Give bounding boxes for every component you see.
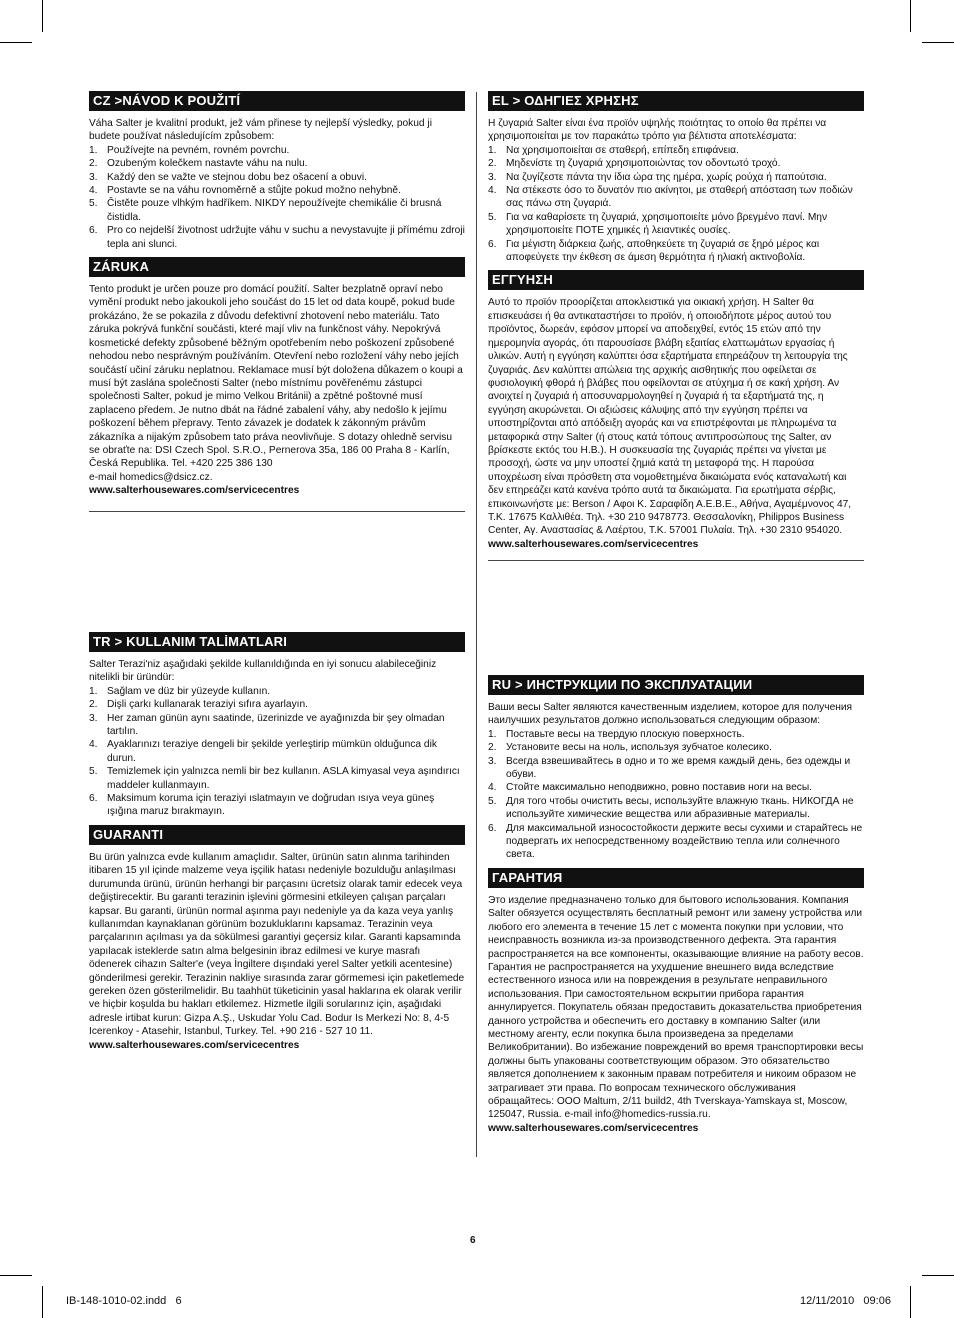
- tr-warranty-heading: GUARANTI: [89, 825, 465, 845]
- page-number: 6: [470, 1235, 476, 1246]
- crop-mark: [922, 42, 954, 43]
- list-item: 5. Čistěte pouze vlhkým hadříkem. NIKDY nepoužívejte chemikálie či brusná čistidla.: [89, 198, 442, 223]
- ru-warranty-heading: ГАРАНТИЯ: [488, 868, 864, 888]
- ru-warranty-text: Это изделие предназначено только для бытового использования. Компания Salter обязуется осуществлять бесплатный ремонт или замену устройства или любого его элемента в течение 15 лет с момента покупки при условии, что неисправность возникла из-за производственного дефекта. Эта гарантия распространяется на все компоненты, оказывающие влияние на работу весов. Гарантия не распространяется на ухудшение внешнего вида вследствие естественного износа или на повреждения в результате неправильного использования. При самостоятельном вскрытии прибора гарантия аннулируется. Покупатель обязан предоставить доказательства приобретения данного устройства и обеспечить его доставку в компанию Salter (или местному агенту, если покупка была произведена за пределами Великобритании). Во избежание повреждений во время транспортировки весы должны быть упакованы соответствующим образом. Это обязательство является дополнением к законным правам потребителя и никоим образом не затрагивает эти права. По вопросам технического обслуживания обращайтесь: OOO Maltum, 2/11 build2, 4th Tverskaya-Yamskaya st, Moscow, 125047, Russia. e-mail info@homedics-russia.ru.: [488, 894, 864, 1121]
- crop-mark: [0, 42, 32, 43]
- list-item: 2. Ozubeným kolečkem nastavte váhu na nulu.: [89, 158, 308, 170]
- ru-service-link[interactable]: www.salterhousewares.com/servicecentres: [488, 1122, 699, 1134]
- crop-mark: [910, 1286, 911, 1318]
- list-item: 3. Her zaman günün aynı saatinde, üzerinizde ve ayağınızda bir şey olmadan tartılın.: [89, 712, 445, 738]
- crop-mark: [0, 1275, 32, 1276]
- ru-section: [488, 675, 864, 1135]
- el-warranty-text: Αυτό το προϊόν προορίζεται αποκλειστικά για οικιακή χρήση. Η Salter θα επισκευάσει ή θα αντικαταστήσει το προϊόν, ή οποιοδήποτε μέρος αυτού του προϊόντος, δωρεάν, εφόσον μπορεί να αποδειχθεί, εντός 15 ετών από την ημερομηνία αγοράς, ότι παρουσίασε βλάβη εξαιτίας ελαττωμάτων εργασίας ή υλικών. Αυτή η εγγύηση καλύπτει όσα εξαρτήματα επηρεάζουν τη λειτουργία της ζυγαριάς. Δεν καλύπτει απώλεια της αρχικής αισθητικής που οφείλεται σε φυσιολογική φθορά ή βλάβες που οφείλονται σε ατύχημα ή σε κακή χρήση. Αν ανοιχτεί η ζυγαριά ή αποσυναρμολογηθεί η ζυγαριά ή τα εξαρτήματά της, η εγγύηση ακυρώνεται. Οι αξιώσεις κάλυψης από την εγγύηση πρέπει να υποστηρίζονται από απόδειξη αγοράς και να επιστρέφονται με πληρωμένα τα μεταφορικά στην Salter (ή στους κατά τόπους αντιπροσώπους της Salter, αν βρίσκεστε εκτός του Η.Β.). Η συσκευασία της ζυγαριάς πρέπει να γίνεται με προσοχή, ώστε να μην υποστεί ζημιά κατά τη μεταφορά της. Η παρούσα υποχρέωση είναι πρόσθετη στα νομοθετημένα δικαιώματα ενός καταναλωτή και δεν επηρεάζει κατά κανένα τρόπο αυτά τα δικαιώματα. Για ερωτήματα σέρβις, επικοινωνήστε με: Berson / Αφοι Κ. Σαραφίδη Α.Ε.Β.Ε., Αθήνα, Αγαμέμνονος 47, Τ.Κ. 17675 Καλλιθέα. Τηλ. +30 210 9478773. Θεσσαλονίκη, Philippos Business Center, Αγ. Αναστασίας & Λαέρτου, Τ.Κ. 57001 Πυλαία. Τηλ. +30 2310 954020.: [488, 297, 852, 537]
- crop-mark: [42, 1286, 43, 1318]
- crop-mark: [910, 0, 911, 32]
- list-item: 1. Поставьте весы на твердую плоскую поверхность.: [488, 728, 745, 740]
- list-item: 2. Установите весы на ноль, используя зубчатое колесико.: [488, 742, 772, 754]
- cz-email: e-mail homedics@dsicz.cz.: [89, 471, 213, 483]
- tr-warranty-text: Bu ürün yalnızca evde kullanım amaçlıdır. Salter, ürünün satın alınma tarihinden itibaren 15 yıl içinde malzeme veya işçilik hatası nedeniyle bozulduğu anlaşılması durumunda ürünü, ürünün herhangi bir parçasını ücretsiz olarak tamir edecek veya değiştirecektir. Bu garanti terazinin işlevini görmesini etkileyen çalışan parçaları kapsar. Bu garanti, ürünün normal aşınma payı nedeniyle ya da kaza veya yanlış kullanımdan kaynaklanan görünüm bozukluklarını kapsamaz. Terazinin veya parçalarının açılması ya da sökülmesi garantiyi geçersiz kılar. Garanti kapsamında yapılacak isteklerde satın alma belgesinin ibraz edilmesi ve kurye masrafı ödenerek cihazın Salter'e (veya İngiltere dışındaki yerel Salter yetkili acentesine) gönderilmesi gerekir. Terazinin nakliye sırasında zarar görmemesi için paketlemede gereken özen gösterilmelidir. Bu taahhüt tüketicinin yasal haklarına ek olarak verilir ve hiçbir koşulda bu hakları etkilemez. Hizmetle ilgili sorularınız için, aşağıdaki adresle irtibat kurun: Gizpa A.Ş., Uskudar Yolu Cad. Bodur Is Merkezi No: 8, 4-5 Icerenkoy - Atasehir, Istanbul, Turkey. Tel. +90 216 - 527 10 11.: [89, 851, 465, 1038]
- column-divider: [476, 92, 477, 1157]
- ru-steps: [488, 728, 864, 862]
- tr-heading: TR > KULLANIM TALİMATLARI: [89, 632, 465, 652]
- list-item: 6. Pro co nejdelší životnost udržujte váhu v suchu a nevystavujte ji přímému zdroji tepla ani slunci.: [89, 225, 465, 250]
- ru-heading: RU > ИНСТРУКЦИИ ПО ЭКСПЛУАТАЦИИ: [488, 675, 864, 695]
- list-item: 4. Να στέκεστε όσο το δυνατόν πιο ακίνητοι, με σταθερή απόσταση των ποδιών σας πάνω στη ζυγαριά.: [488, 185, 853, 210]
- tr-section: [89, 632, 465, 1052]
- tr-steps: [89, 685, 465, 819]
- cz-intro: Váha Salter je kvalitní produkt, jež vám přinese ty nejlepší výsledky, pokud ji budete používat následujícím způsobem:: [89, 118, 432, 143]
- cz-rule: [89, 511, 465, 512]
- el-section: [488, 91, 864, 561]
- list-item: 2. Dişli çarkı kullanarak teraziyi sıfıra ayarlayın.: [89, 699, 308, 711]
- el-service-link[interactable]: www.salterhousewares.com/servicecentres: [488, 538, 699, 550]
- list-item: 3. Να ζυγίζεστε πάντα την ίδια ώρα της ημέρα, χωρίς ρούχα ή παπούτσια.: [488, 171, 827, 183]
- el-heading: EL > ΟΔΗΓΙΕΣ ΧΡΗΣΗΣ: [488, 91, 864, 111]
- list-item: 1. Sağlam ve düz bir yüzeyde kullanın.: [89, 685, 271, 697]
- list-item: 4. Postavte se na váhu rovnoměrně a stůjte pokud možno nehybně.: [89, 185, 401, 197]
- el-steps: [488, 144, 864, 265]
- slug-timestamp: 12/11/2010 09:06: [800, 1295, 891, 1307]
- list-item: 6. Για μέγιστη διάρκεια ζωής, αποθηκεύετε τη ζυγαριά σε ξηρό μέρος και αποφεύγετε την έκθεση σε άμεση θερμότητα ή ηλιακή ακτινοβολία.: [488, 238, 820, 264]
- list-item: 6. Maksimum koruma için teraziyi ıslatmayın ve doğrudan ısıya veya güneş ışığına maruz bırakmayın.: [89, 793, 435, 818]
- list-item: 5. Temizlemek için yalnızca nemli bir bez kullanın. ASLA kimyasal veya aşındırıcı maddeler kullanmayın.: [89, 766, 460, 791]
- crop-mark: [922, 1275, 954, 1276]
- list-item: 6. Для максимальной износостойкости держите весы сухими и старайтесь не подвергать их непосредственному воздействию тепла или солнечного света.: [488, 822, 863, 861]
- cz-steps: [89, 144, 465, 251]
- cz-service-link[interactable]: www.salterhousewares.com/servicecentres: [89, 485, 300, 497]
- cz-heading: CZ >NÁVOD K POUŽITÍ: [89, 91, 465, 111]
- list-item: 4. Ayaklarınızı teraziye dengeli bir şekilde yerleştirip mümkün olduğunca dik durun.: [89, 739, 437, 764]
- list-item: 5. Για να καθαρίσετε τη ζυγαριά, χρησιμοποιείτε μόνο βρεγμένο πανί. Μην χρησιμοποιείτε ΠΟΤΕ χημικές ή λειαντικές ουσίες.: [488, 211, 828, 237]
- list-item: 1. Να χρησιμοποιείται σε σταθερή, επίπεδη επιφάνεια.: [488, 144, 739, 156]
- el-intro: Η ζυγαριά Salter είναι ένα προϊόν υψηλής ποιότητας το οποίο θα πρέπει να χρησιμοποιείται με τον παρακάτω τρόπο για βέλτιστα αποτελέσματα:: [488, 118, 827, 143]
- list-item: 3. Každý den se važte ve stejnou dobu bez ošacení a obuvi.: [89, 171, 367, 183]
- tr-intro: Salter Terazi'niz aşağıdaki şekilde kullanıldığında en iyi sonucu alabileceğiniz nitelikli bir üründür:: [89, 659, 437, 684]
- list-item: 5. Для того чтобы очистить весы, используйте влажную ткань. НИКОГДА не используйте химические вещества или абразивные материалы.: [488, 795, 854, 821]
- el-warranty-heading: ΕΓΓΥΗΣΗ: [488, 270, 864, 290]
- list-item: 2. Μηδενίστε τη ζυγαριά χρησιμοποιώντας τον οδοντωτό τροχό.: [488, 158, 781, 170]
- slug-filename: IB-148-1010-02.indd 6: [66, 1295, 182, 1307]
- list-item: 1. Používejte na pevném, rovném povrchu.: [89, 144, 290, 156]
- list-item: 3. Всегда взвешивайтесь в одно и то же время каждый день, без одежды и обуви.: [488, 755, 851, 781]
- list-item: 4. Стойте максимально неподвижно, ровно поставив ноги на весы.: [488, 782, 813, 794]
- cz-warranty-heading: ZÁRUKA: [89, 257, 465, 277]
- cz-warranty-text: Tento produkt je určen pouze pro domácí použití. Salter bezplatně opraví nebo vymění produkt nebo jakoukoli jeho součást do 15 let od data koupě, pokud bude prokázáno, že se pokazila z důvodu defektivní zhotovení nebo materiálu. Tato záruka pokrývá funkční součásti, které mají vliv na funkčnost váhy. Nepokrývá kosmetické defekty způsobené běžným opotřebením nebo poškození způsobené nehodou nebo nesprávným používáním. Otevření nebo rozložení váhy nebo jejích součástí učiní záruku neplatnou. Reklamace musí být doložena důkazem o koupi a musí být zaslána společnosti Salter (nebo místnímu pověřenému zástupci společnosti Salter, pokud je mimo Velkou Británii) a zpětné poštovné musí zaplaceno předem. Je nutno dbát na řádné zabalení váhy, aby nedošlo k jejímu poškození během přepravy. Tento závazek je dodatek k zákonným právům zákazníka a nijakým způsobem tato práva neovlivňuje. S dotazy ohledně servisu se obraťte na: DSI Czech Spol. S.R.O., Pernerova 35a, 186 00 Praha 8 - Karlín, Česká Republika. Tel. +420 225 386 130: [89, 284, 463, 470]
- el-rule: [488, 560, 864, 561]
- cz-section: [89, 91, 465, 512]
- crop-mark: [42, 0, 43, 32]
- tr-service-link[interactable]: www.salterhousewares.com/servicecentres: [89, 1039, 300, 1051]
- ru-intro: Ваши весы Salter являются качественным изделием, которое для получения наилучших результатов должно использоваться следующим образом:: [488, 702, 853, 727]
